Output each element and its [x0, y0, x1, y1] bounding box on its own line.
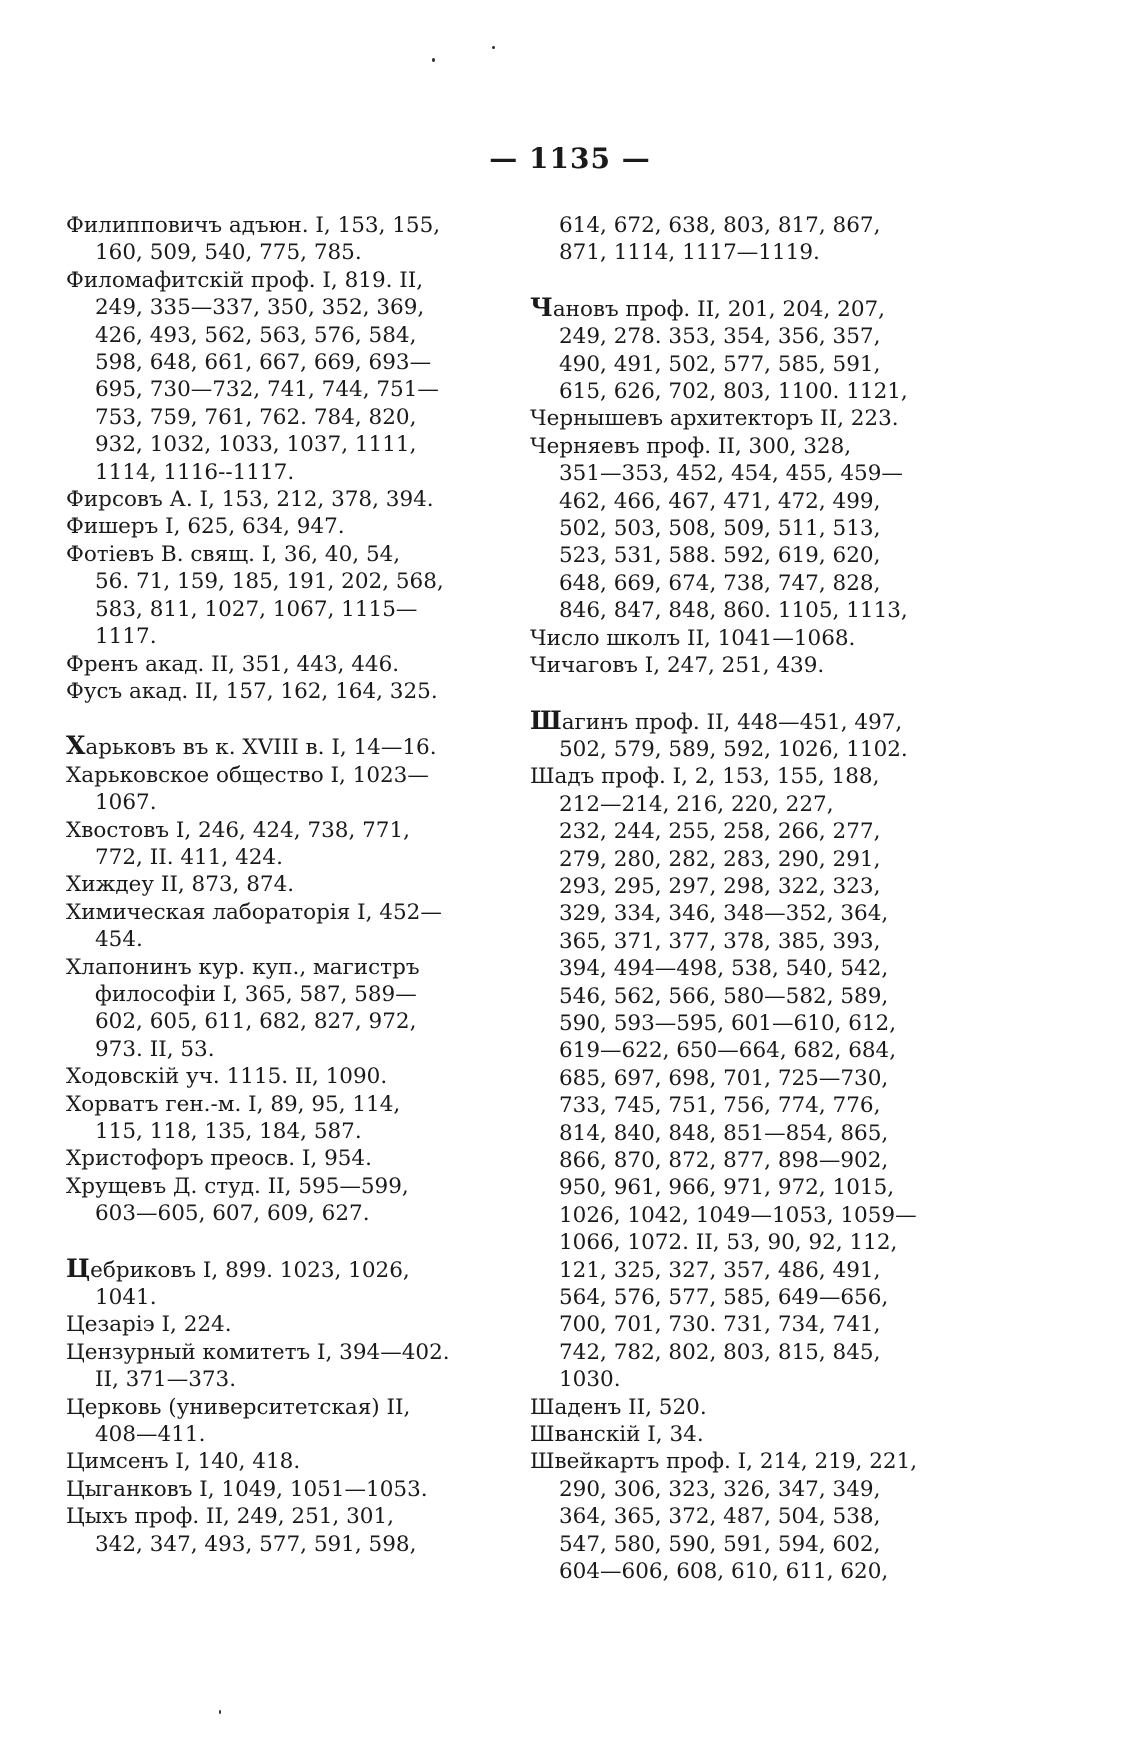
- entry-continuation-line: 619—622, 650—664, 682, 684,: [559, 1038, 897, 1064]
- index-entry: [66, 486, 476, 513]
- page-number: — 1135 —: [489, 142, 651, 175]
- index-entry: [530, 294, 950, 406]
- index-entry: [530, 1421, 950, 1448]
- index-entry: [66, 513, 476, 540]
- entry-heading-line: Шаденъ II, 520.: [530, 1394, 707, 1420]
- index-entry: [530, 1394, 950, 1421]
- entry-continuation-line: 408—411.: [95, 1422, 206, 1448]
- entry-continuation-line: 490, 491, 502, 577, 585, 591,: [559, 351, 881, 377]
- index-entry: [66, 732, 476, 761]
- entry-heading-line: Фотіевъ В. свящ. I, 36, 40, 54,: [66, 541, 401, 567]
- entry-continuation-line: 590, 593—595, 601—610, 612,: [559, 1010, 897, 1036]
- entry-continuation-line: 279, 280, 282, 283, 290, 291,: [559, 846, 881, 872]
- entry-continuation-line: 342, 347, 493, 577, 591, 598,: [95, 1531, 417, 1557]
- entry-heading-line: Цебриковъ I, 899. 1023, 1026,: [66, 1253, 410, 1283]
- entry-continuation-line: 700, 701, 730. 731, 734, 741,: [559, 1312, 881, 1338]
- print-speck: [492, 46, 495, 49]
- index-column-right: [530, 212, 950, 1586]
- entry-heading-line: Цимсенъ I, 140, 418.: [66, 1449, 301, 1475]
- entry-heading-line: Фусъ акад. II, 157, 162, 164, 325.: [66, 678, 438, 704]
- entry-heading-line: Чичаговъ I, 247, 251, 439.: [530, 653, 825, 679]
- index-entry: [530, 652, 950, 679]
- entry-heading-line: Хвостовъ I, 246, 424, 738, 771,: [66, 817, 410, 843]
- entry-continuation-line: 753, 759, 761, 762. 784, 820,: [95, 404, 417, 430]
- index-entry: [66, 1448, 476, 1475]
- entry-continuation-line: 772, II. 411, 424.: [95, 844, 283, 870]
- entry-heading-line: Церковь (университетская) II,: [66, 1394, 411, 1420]
- index-entry: [66, 678, 476, 705]
- entry-continuation-line: 394, 494—498, 538, 540, 542,: [559, 956, 889, 982]
- index-entry: [66, 651, 476, 678]
- entry-heading-line: Фишеръ I, 625, 634, 947.: [66, 514, 345, 540]
- entry-heading-line: Цыхъ проф. II, 249, 251, 301,: [66, 1504, 394, 1530]
- entry-heading-line: Френъ акад. II, 351, 443, 446.: [66, 651, 400, 677]
- entry-continuation-line: 121, 325, 327, 357, 486, 491,: [559, 1257, 881, 1283]
- entry-continuation-line: 547, 580, 590, 591, 594, 602,: [559, 1531, 881, 1557]
- entry-continuation-line: 814, 840, 848, 851—854, 865,: [559, 1120, 889, 1146]
- section-initial-letter: Х: [66, 731, 86, 761]
- section-gap: [66, 1228, 476, 1255]
- entry-continuation-line: 426, 493, 562, 563, 576, 584,: [95, 322, 417, 348]
- index-entry: [66, 1311, 476, 1338]
- index-entry: [66, 1145, 476, 1172]
- index-entry: [530, 212, 950, 267]
- entry-continuation-line: 564, 576, 577, 585, 649—656,: [559, 1285, 889, 1311]
- index-entry: [66, 1339, 476, 1394]
- entry-heading-line: Черняевъ проф. II, 300, 328,: [530, 433, 852, 459]
- index-column-left: [66, 212, 476, 1558]
- index-entry: [66, 871, 476, 898]
- entry-continuation-line: 973. II, 53.: [95, 1036, 215, 1062]
- index-entry: [66, 541, 476, 651]
- entry-continuation-line: 871, 1114, 1117—1119.: [559, 240, 820, 266]
- entry-continuation-line: 932, 1032, 1033, 1037, 1111,: [95, 432, 417, 458]
- entry-continuation-line: 1067.: [95, 790, 157, 816]
- entry-heading-line: Число школъ II, 1041—1068.: [530, 625, 856, 651]
- section-gap: [530, 680, 950, 707]
- index-entry: [66, 954, 476, 1064]
- section-gap: [530, 267, 950, 294]
- entry-continuation-line: II, 371—373.: [95, 1367, 237, 1393]
- entry-heading-line: Хорватъ ген.-м. I, 89, 95, 114,: [66, 1091, 401, 1117]
- entry-continuation-line: 502, 503, 508, 509, 511, 513,: [559, 516, 881, 542]
- entry-heading-line: Шагинъ проф. II, 448—451, 497,: [530, 705, 903, 735]
- entry-continuation-line: 1114, 1116--1117.: [95, 459, 295, 485]
- entry-continuation-line: 1026, 1042, 1049—1053, 1059—: [559, 1202, 917, 1228]
- entry-continuation-line: 232, 244, 255, 258, 266, 277,: [559, 819, 881, 845]
- index-entry: [66, 1476, 476, 1503]
- section-initial-letter: Ц: [66, 1253, 91, 1283]
- entry-continuation-line: 365, 371, 377, 378, 385, 393,: [559, 928, 881, 954]
- entry-continuation-line: 290, 306, 323, 326, 347, 349,: [559, 1476, 881, 1502]
- index-entry: [530, 405, 950, 432]
- entry-continuation-line: 603—605, 607, 609, 627.: [95, 1201, 370, 1227]
- entry-continuation-line: 583, 811, 1027, 1067, 1115—: [95, 596, 418, 622]
- index-entry: [66, 1394, 476, 1449]
- entry-heading-line: Швейкартъ проф. I, 214, 219, 221,: [530, 1449, 918, 1475]
- entry-continuation-line: 329, 334, 346, 348—352, 364,: [559, 901, 889, 927]
- entry-continuation-line: 115, 118, 135, 184, 587.: [95, 1119, 362, 1144]
- entry-heading-line: Филомафитскій проф. I, 819. II,: [66, 267, 424, 293]
- entry-continuation-line: 249, 278. 353, 354, 356, 357,: [559, 324, 881, 350]
- entry-continuation-line: 685, 697, 698, 701, 725—730,: [559, 1065, 889, 1091]
- entry-continuation-line: 1117.: [95, 624, 157, 650]
- index-entry: [530, 625, 950, 652]
- entry-continuation-line: 733, 745, 751, 756, 774, 776,: [559, 1093, 881, 1119]
- entry-continuation-line: 846, 847, 848, 860. 1105, 1113,: [559, 598, 908, 624]
- section-initial-letter: Ч: [530, 292, 553, 322]
- index-entry: [66, 762, 476, 817]
- index-entry: [66, 1091, 476, 1146]
- entry-continuation-line: 523, 531, 588. 592, 619, 620,: [559, 543, 881, 569]
- entry-heading-line: Шванскій I, 34.: [530, 1422, 704, 1448]
- entry-continuation-line: 454.: [95, 927, 143, 953]
- section-initial-letter: Ш: [530, 705, 562, 735]
- index-entry: [66, 1173, 476, 1228]
- index-entry: [530, 433, 950, 625]
- entry-heading-line: Филипповичъ адъюн. I, 153, 155,: [66, 213, 441, 238]
- entry-continuation-line: 293, 295, 297, 298, 322, 323,: [559, 873, 881, 899]
- entry-continuation-line: 604—606, 608, 610, 611, 620,: [559, 1559, 889, 1585]
- entry-heading-line: Харьковское общество I, 1023—: [66, 762, 429, 788]
- entry-continuation-line: 950, 961, 966, 971, 972, 1015,: [559, 1175, 895, 1201]
- entry-heading-line: Цензурный комитетъ I, 394—402.: [66, 1339, 450, 1365]
- entry-heading-line: 614, 672, 638, 803, 817, 867,: [559, 213, 881, 238]
- section-gap: [66, 705, 476, 732]
- entry-heading-line: Чановъ проф. II, 201, 204, 207,: [530, 292, 886, 322]
- index-entry: [66, 1063, 476, 1090]
- entry-heading-line: Ходовскій уч. 1115. II, 1090.: [66, 1064, 388, 1090]
- index-entry: [530, 1448, 950, 1585]
- entry-continuation-line: 212—214, 216, 220, 227,: [559, 791, 834, 817]
- entry-continuation-line: 598, 648, 661, 667, 669, 693—: [95, 350, 432, 376]
- entry-continuation-line: 615, 626, 702, 803, 1100. 1121,: [559, 379, 908, 405]
- index-entry: [530, 707, 950, 764]
- entry-continuation-line: 56. 71, 159, 185, 191, 202, 568,: [95, 569, 444, 595]
- entry-heading-line: Химическая лабораторія I, 452—: [66, 899, 442, 925]
- index-entry: [66, 817, 476, 872]
- index-entry: [530, 763, 950, 1393]
- entry-heading-line: Шадъ проф. I, 2, 153, 155, 188,: [530, 764, 880, 790]
- entry-heading-line: Чернышевъ архитекторъ II, 223.: [530, 406, 899, 432]
- entry-continuation-line: 546, 562, 566, 580—582, 589,: [559, 983, 889, 1009]
- index-entry: [66, 1255, 476, 1312]
- entry-continuation-line: 648, 669, 674, 738, 747, 828,: [559, 570, 881, 596]
- entry-continuation-line: 502, 579, 589, 592, 1026, 1102.: [559, 736, 908, 762]
- entry-heading-line: Христофоръ преосв. I, 954.: [66, 1146, 372, 1172]
- index-entry: [66, 899, 476, 954]
- entry-heading-line: Хлапонинъ кур. куп., магистръ: [66, 954, 420, 980]
- entry-continuation-line: 1041.: [95, 1285, 157, 1311]
- entry-continuation-line: 1066, 1072. II, 53, 90, 92, 112,: [559, 1230, 898, 1256]
- entry-continuation-line: 1030.: [559, 1367, 621, 1393]
- entry-continuation-line: 602, 605, 611, 682, 827, 972,: [95, 1009, 417, 1035]
- entry-continuation-line: 695, 730—732, 741, 744, 751—: [95, 377, 439, 403]
- index-entry: [66, 267, 476, 486]
- entry-continuation-line: 351—353, 452, 454, 455, 459—: [559, 461, 903, 487]
- entry-continuation-line: 462, 466, 467, 471, 472, 499,: [559, 488, 881, 514]
- index-entry: [66, 212, 476, 267]
- entry-continuation-line: 866, 870, 872, 877, 898—902,: [559, 1148, 889, 1173]
- entry-heading-line: Фирсовъ А. I, 153, 212, 378, 394.: [66, 487, 434, 513]
- entry-continuation-line: философіи I, 365, 587, 589—: [95, 981, 417, 1007]
- entry-heading-line: Хрущевъ Д. студ. II, 595—599,: [66, 1173, 409, 1199]
- entry-heading-line: Харьковъ въ к. XVIII в. I, 14—16.: [66, 731, 437, 761]
- entry-heading-line: Хиждеу II, 873, 874.: [66, 872, 295, 898]
- entry-continuation-line: 364, 365, 372, 487, 504, 538,: [559, 1504, 881, 1530]
- entry-heading-line: Цезаріэ I, 224.: [66, 1312, 232, 1338]
- entry-continuation-line: 249, 335—337, 350, 352, 369,: [95, 295, 425, 321]
- entry-continuation-line: 742, 782, 802, 803, 815, 845,: [559, 1339, 881, 1365]
- print-speck: [219, 1710, 221, 1714]
- entry-heading-line: Цыганковъ I, 1049, 1051—1053.: [66, 1476, 428, 1502]
- entry-continuation-line: 160, 509, 540, 775, 785.: [95, 240, 362, 266]
- index-entry: [66, 1503, 476, 1558]
- print-speck: [432, 58, 435, 62]
